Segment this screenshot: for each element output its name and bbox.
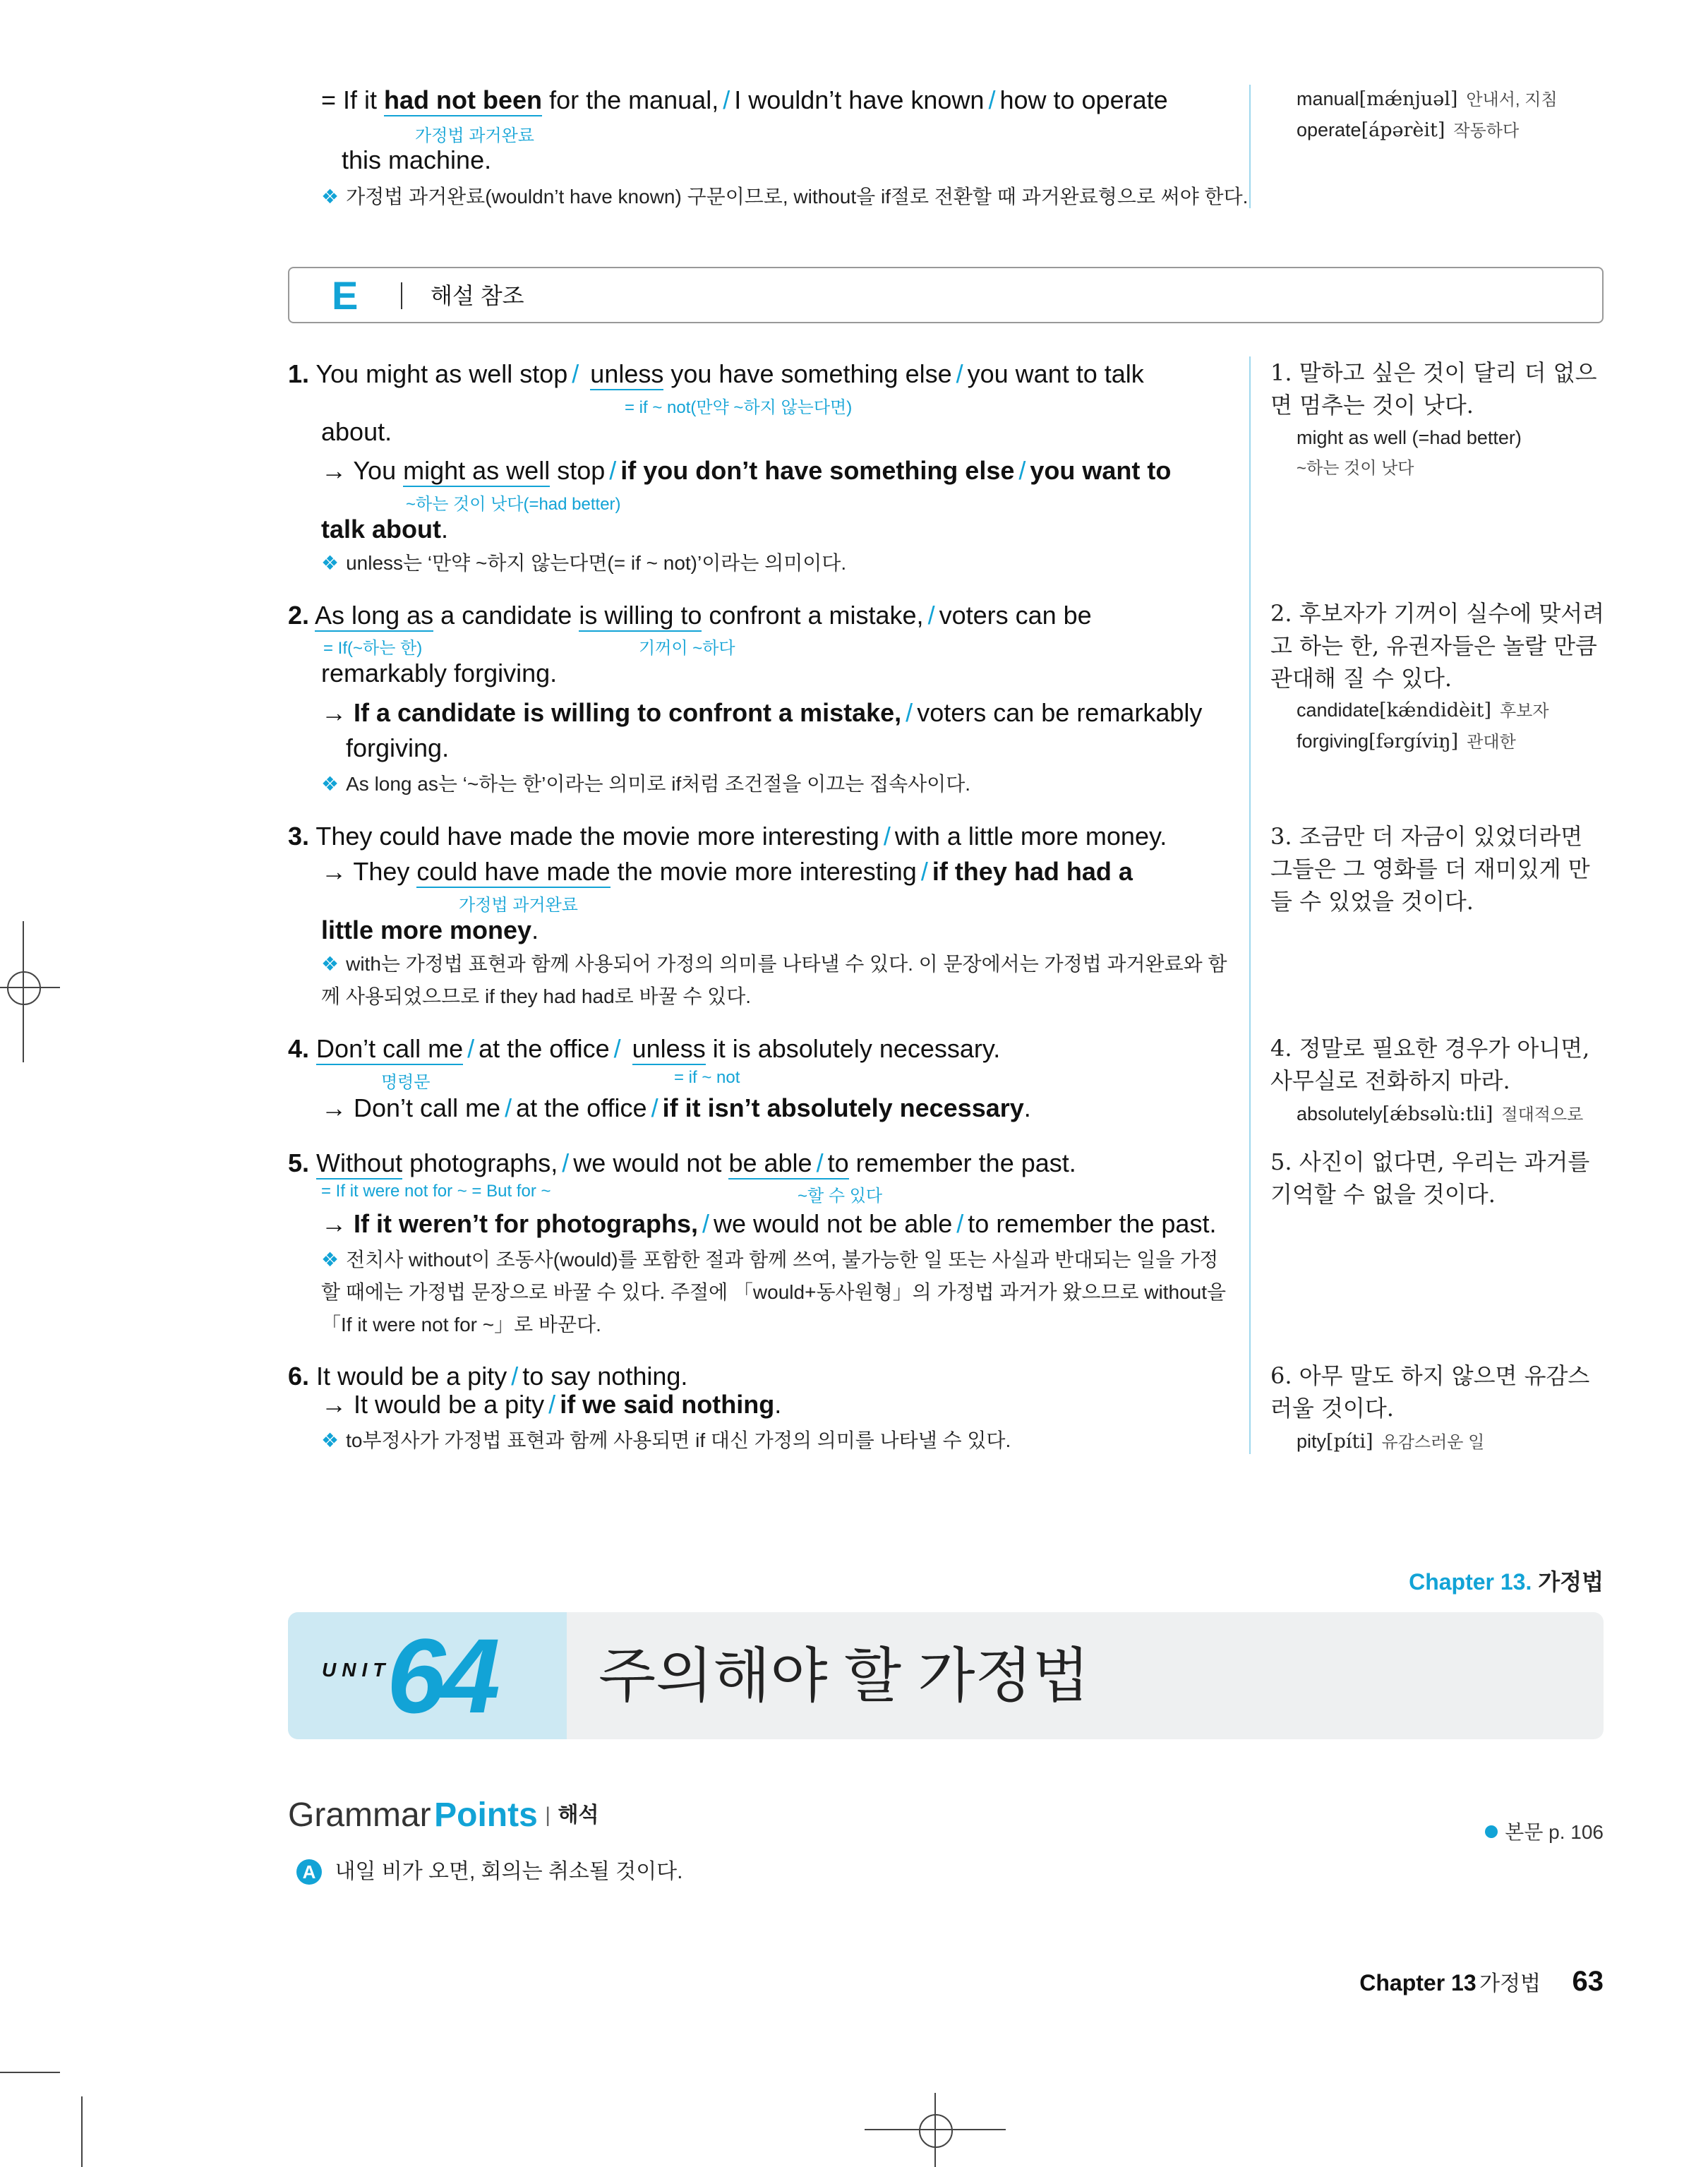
crop-mark <box>81 2096 83 2167</box>
gloss: = If it were not for ~ = But for ~ <box>321 1182 551 1201</box>
vocab-entry: might as well (=had better) <box>1297 427 1522 448</box>
item-4-sentence: 4. Don’t call me / at the office / unless it is absolutely necessary. <box>288 1033 1000 1064</box>
note: ❖ As long as는 ‘~하는 한’이라는 의미로 if처럼 조건절을 이끄는 접속사이다. <box>321 773 971 795</box>
translation: 2. 후보자가 기꺼이 실수에 맞서려고 하는 한, 유권자들은 놀랄 만큼 관대해 질 수 있다. <box>1270 600 1605 692</box>
item-2-sentence: 2. As long as a candidate is willing to confront a mistake, / voters can be <box>288 600 1092 631</box>
grammar-points-heading: Grammar Points | 해석 <box>288 1796 599 1834</box>
vocab-entry: absolutely[ǽbsəlù:tli] 절대적으로 <box>1297 1103 1584 1125</box>
note: ❖ 전치사 without이 조동사(would)를 포함한 절과 함께 쓰여, 불가능한 일 또는 사실과 반대되는 일을 가정할 때에는 가정법 문장으로 바꿀 수 있다. 주절에 「would+동사원형」의 가정법 과거가 왔으므로 without을 「If it were not for ~」로 바꾼다. <box>321 1249 1227 1335</box>
top-sentence-cont: this machine. <box>342 145 492 174</box>
vocab-entry: pity[píti] 유감스러운 일 <box>1297 1431 1485 1453</box>
vocab-entry: candidate[kǽndidèit] 후보자 <box>1297 700 1549 721</box>
note: ❖ 가정법 과거완료(wouldn’t have known) 구문이므로, without을 if절로 전환할 때 과거완료형으로 써야 한다. <box>321 186 1249 208</box>
top-sentence: = If it had not been for the manual, / I wouldn’t have known / how to operate <box>321 85 1168 116</box>
note: ❖ to부정사가 가정법 표현과 함께 사용되면 if 대신 가정의 의미를 나타낼 수 있다. <box>321 1429 1011 1451</box>
gloss: = If(~하는 한) <box>323 639 423 658</box>
section-header <box>288 267 1604 323</box>
item-3-sentence: 3. They could have made the movie more interesting / with a little more money. <box>288 822 1167 851</box>
item-5-sentence: 5. Without photographs, / we would not be able / to remember the past. <box>288 1148 1076 1179</box>
gloss: 가정법 과거완료 <box>415 126 534 145</box>
unit-word: UNIT <box>322 1659 391 1681</box>
page-reference: 본문 p. 106 <box>1485 1820 1604 1845</box>
unit-badge <box>288 1612 567 1739</box>
item-2-rewrite-cont: forgiving. <box>346 733 450 762</box>
item-5-rewrite: → If it weren’t for photographs, / we would not be able / to remember the past. <box>321 1209 1217 1238</box>
translation: 6. 아무 말도 하지 않으면 유감스러울 것이다. <box>1270 1362 1590 1422</box>
column-divider <box>1249 85 1251 208</box>
gloss: 가정법 과거완료 <box>459 896 578 915</box>
chapter-label: Chapter 13. 가정법 <box>1409 1569 1604 1595</box>
item-1-sentence-cont: about. <box>321 417 392 446</box>
page-number: 63 <box>1572 1966 1604 1997</box>
translation: 5. 사진이 없다면, 우리는 과거를 기억할 수 없을 것이다. <box>1270 1148 1590 1208</box>
item-4-rewrite: → Don’t call me / at the office / if it isn’t absolutely necessary. <box>321 1093 1031 1122</box>
column-divider <box>1249 356 1251 1454</box>
item-1-rewrite-cont: talk about. <box>321 515 449 544</box>
gloss: = if ~ not <box>674 1068 740 1087</box>
gloss: ~할 수 있다 <box>798 1187 883 1206</box>
vocab-entry: manual[mǽnjuəl] 안내서, 지침 <box>1297 88 1558 110</box>
item-3-rewrite-cont: little more money. <box>321 916 539 944</box>
vocab-entry: operate[ápərèit] 작동하다 <box>1297 119 1520 141</box>
registration-circle <box>7 971 41 1005</box>
item-1-rewrite: → You might as well stop / if you don’t have something else / you want to <box>321 455 1171 486</box>
gloss: = if ~ not(만약 ~하지 않는다면) <box>625 398 853 417</box>
unit-number: 64 <box>387 1616 496 1735</box>
point-a-badge: A <box>296 1859 322 1885</box>
divider <box>401 282 402 309</box>
translation: 4. 정말로 필요한 경우가 아니면, 사무실로 전화하지 마라. <box>1270 1035 1590 1094</box>
bullet-icon <box>1485 1825 1498 1838</box>
item-6-rewrite: → It would be a pity / if we said nothing. <box>321 1390 782 1419</box>
section-letter: E <box>332 273 359 318</box>
unit-banner <box>288 1612 1604 1739</box>
item-6-sentence: 6. It would be a pity / to say nothing. <box>288 1362 688 1391</box>
translation: 3. 조금만 더 자금이 있었더라면 그들은 그 영화를 더 재미있게 만들 수 있었을 것이다. <box>1270 823 1590 915</box>
gloss: 명령문 <box>381 1073 431 1092</box>
item-1-sentence: 1. You might as well stop / unless you have something else / you want to talk <box>288 359 1144 390</box>
vocab-entry: ~하는 것이 낫다 <box>1297 459 1414 478</box>
item-2-sentence-cont: remarkably forgiving. <box>321 659 558 688</box>
section-title: 해설 참조 <box>431 283 524 308</box>
item-3-rewrite: → They could have made the movie more interesting / if they had had a <box>321 856 1133 887</box>
unit-title: 주의해야 할 가정법 <box>599 1643 1090 1709</box>
page-footer: Chapter 13 가정법 63 <box>1359 1966 1604 1997</box>
translation: 1. 말하고 싶은 것이 달리 더 없으면 멈추는 것이 낫다. <box>1270 359 1597 419</box>
point-a: A 내일 비가 오면, 회의는 취소될 것이다. <box>296 1858 683 1886</box>
crop-mark <box>0 2072 60 2073</box>
note: ❖ with는 가정법 표현과 함께 사용되어 가정의 의미를 나타낼 수 있다. 이 문장에서는 가정법 과거완료와 함께 사용되었으므로 if they had had로 바꿀 수 있다. <box>321 953 1227 1007</box>
gloss: ~하는 것이 낫다(=had better) <box>406 495 621 514</box>
registration-circle <box>919 2114 953 2148</box>
vocab-entry: forgiving[fərgíviŋ] 관대한 <box>1297 731 1516 752</box>
note: ❖ unless는 ‘만약 ~하지 않는다면(= if ~ not)’이라는 의미이다. <box>321 552 847 574</box>
gloss: 기꺼이 ~하다 <box>639 639 735 658</box>
item-2-rewrite: → If a candidate is willing to confront a mistake, / voters can be remarkably <box>321 698 1203 727</box>
